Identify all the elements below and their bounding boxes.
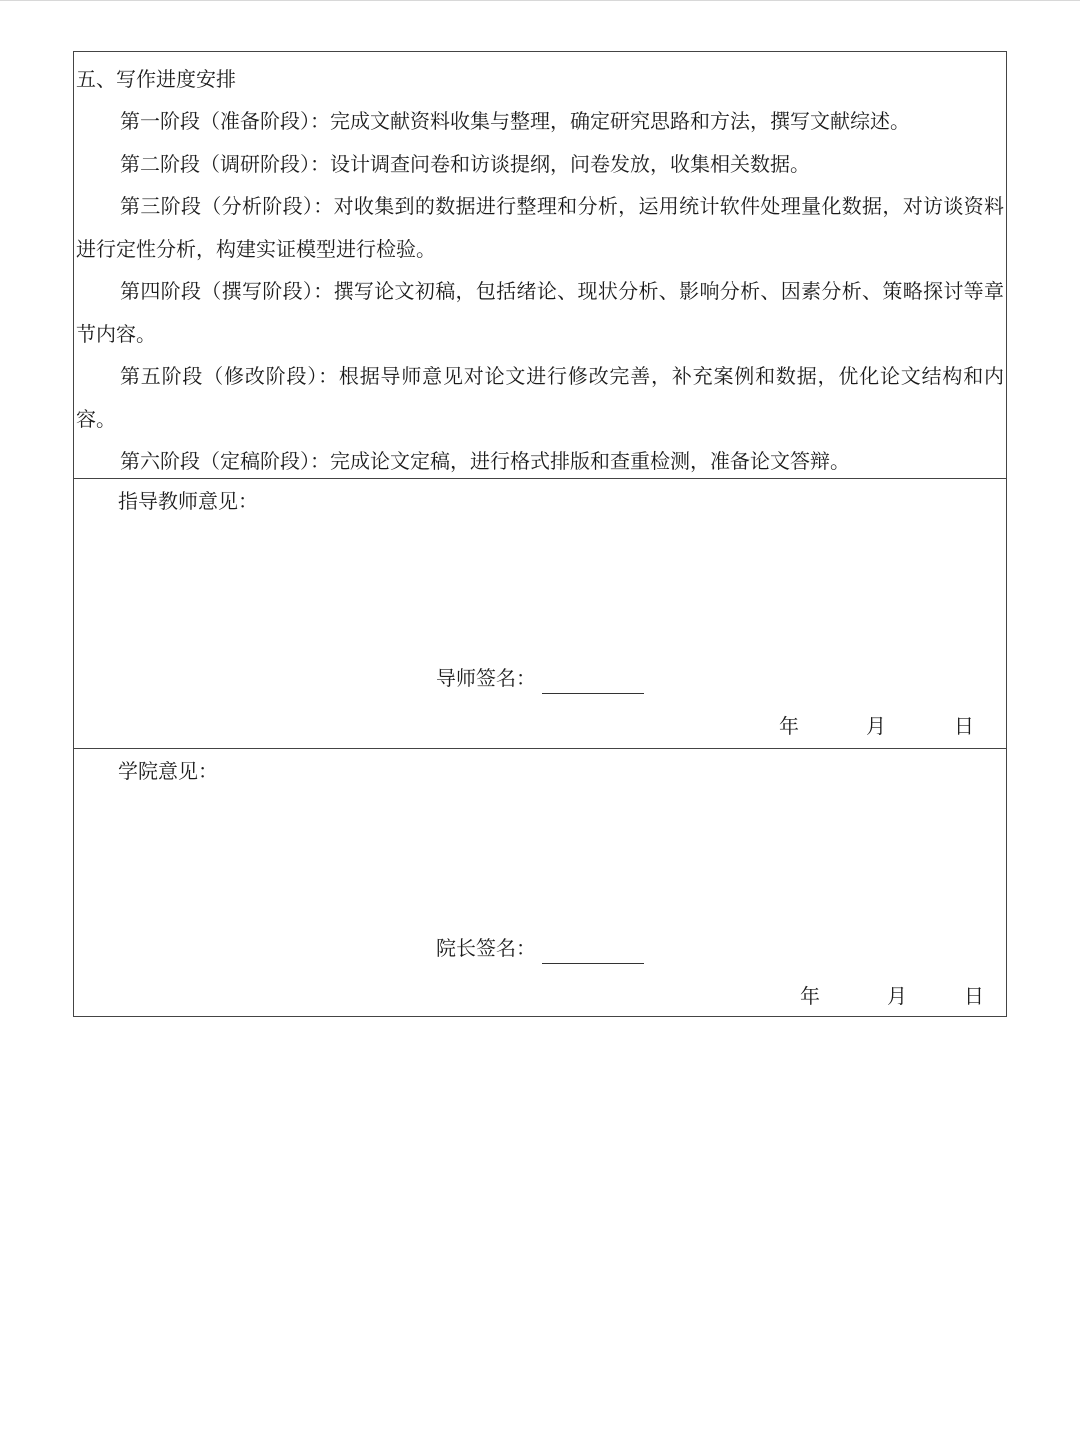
writing-schedule-section — [74, 52, 1006, 478]
stage-4-text: 第四阶段（撰写阶段）：撰写论文初稿，包括绪论、现状分析、影响分析、因素分析、策略探讨等章节内容。 — [76, 279, 1004, 346]
dean-signature-blank[interactable] — [542, 941, 644, 964]
advisor-signature-label: 导师签名： — [436, 666, 536, 690]
proposal-form-table — [73, 51, 1007, 1017]
advisor-signature-row — [436, 662, 644, 694]
top-divider — [0, 0, 1080, 1]
college-date-year: 年 — [800, 984, 820, 1008]
stage-2-text: 第二阶段（调研阶段）：设计调查问卷和访谈提纲，问卷发放，收集相关数据。 — [120, 151, 810, 176]
college-date-row — [800, 980, 984, 1012]
stage-3-text: 第三阶段（分析阶段）：对收集到的数据进行整理和分析，运用统计软件处理量化数据，对访谈资料进行定性分析，构建实证模型进行检验。 — [76, 194, 1004, 261]
college-date-day: 日 — [964, 984, 984, 1008]
advisor-opinion-label: 指导教师意见： — [118, 489, 258, 513]
dean-signature-row — [436, 932, 644, 964]
stage-6-text: 第六阶段（定稿阶段）：完成论文定稿，进行格式排版和查重检测，准备论文答辩。 — [120, 449, 850, 473]
advisor-date-month: 月 — [866, 714, 886, 738]
college-opinion-label: 学院意见： — [118, 759, 218, 783]
stage-5-text: 第五阶段（修改阶段）：根据导师意见对论文进行修改完善，补充案例和数据，优化论文结构和内容。 — [76, 364, 1004, 431]
advisor-date-row — [779, 710, 974, 742]
dean-signature-label: 院长签名： — [436, 936, 536, 960]
advisor-opinion-section — [74, 478, 1006, 748]
section-heading: 五、写作进度安排 — [76, 67, 236, 91]
advisor-signature-blank[interactable] — [542, 671, 644, 694]
college-date-month: 月 — [887, 984, 907, 1008]
advisor-date-day: 日 — [954, 714, 974, 738]
advisor-date-year: 年 — [779, 714, 799, 738]
college-opinion-section — [74, 748, 1006, 1016]
stage-1-text: 第一阶段（准备阶段）：完成文献资料收集与整理，确定研究思路和方法，撰写文献综述。 — [120, 109, 910, 133]
